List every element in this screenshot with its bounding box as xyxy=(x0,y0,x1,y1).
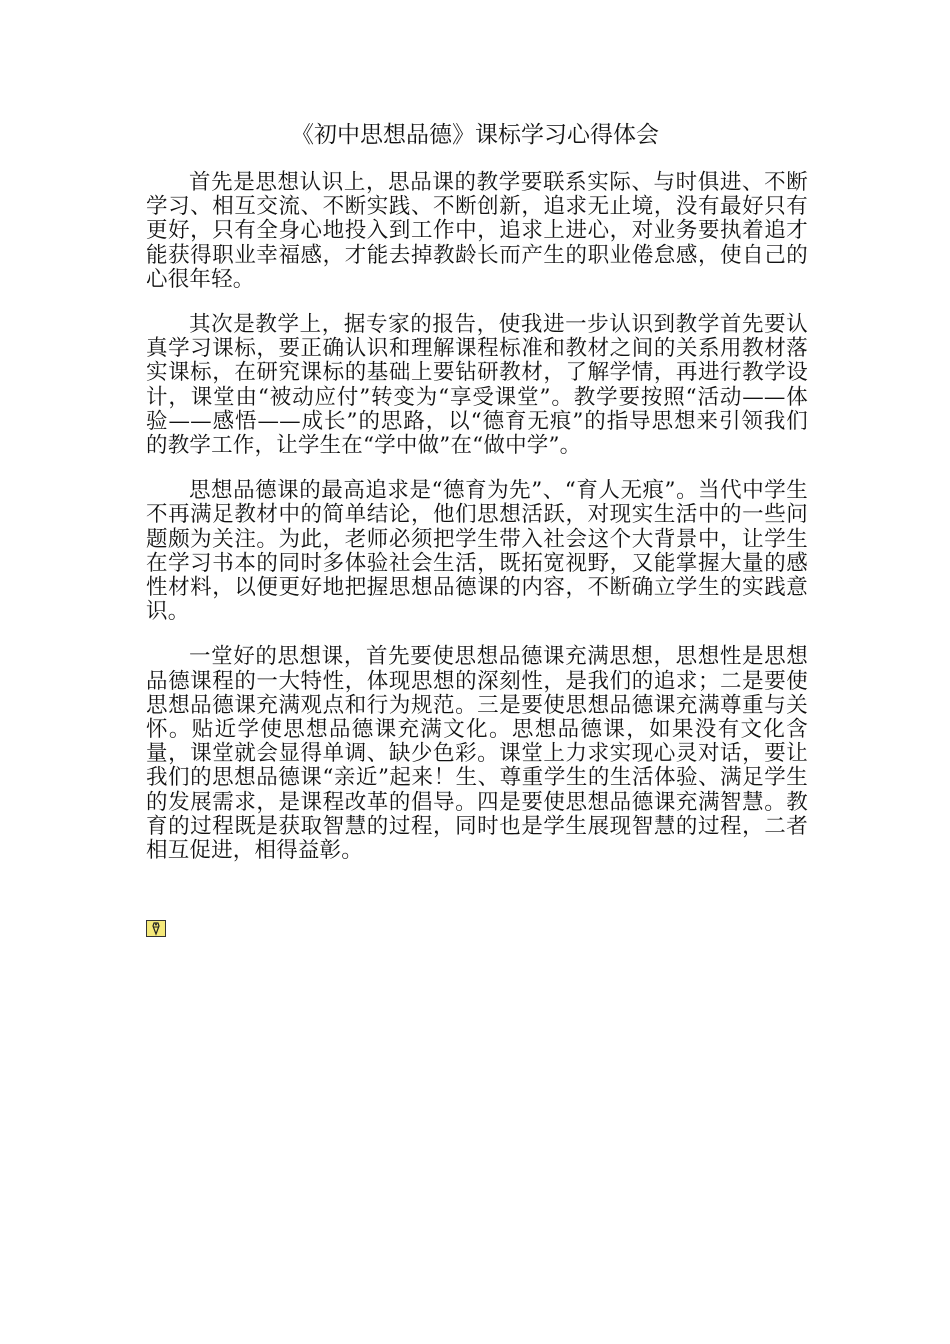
document-title: 《初中思想品德》课标学习心得体会 xyxy=(291,122,659,148)
paragraph-1: 首先是思想认识上，思品课的教学要联系实际、与时俱进、不断学习、相互交流、不断实践、不断创新，追求无止境，没有最好只有更好，只有全身心地投入到工作中，追求上进心，对业务要执着追才能获得职业幸福感，才能去掉教龄长而产生的职业倦怠感，使自己的心很年轻。 xyxy=(146,170,808,292)
paragraph-4: 一堂好的思想课，首先要使思想品德课充满思想，思想性是思想品德课程的一大特性，体现思想的深刻性，是我们的追求；二是要使思想品德课充满观点和行为规范。三是要使思想品德课充满尊重与关怀。贴近学使思想品德课充满文化。思想品德课，如果没有文化含量，课堂就会显得单调、缺少色彩。课堂上力求实现心灵对话，要让我们的思想品德课“亲近”起来！生、尊重学生的生活体验、满足学生的发展需求，是课程改革的倡导。四是要使思想品德课充满智慧。教育的过程既是获取智慧的过程，同时也是学生展现智慧的过程，二者相互促进，相得益彰。 xyxy=(146,644,808,864)
anchor-glyph-icon xyxy=(147,921,165,936)
paragraph-2: 其次是教学上，据专家的报告，使我进一步认识到教学首先要认真学习课标，要正确认识和理解课程标准和教材之间的关系用教材落实课标，在研究课标的基础上要钻研教材，了解学情，再进行教学设计，课堂由“被动应付”转变为“享受课堂”。教学要按照“活动——体验——感悟——成长”的思路，以“德育无痕”的指导思想来引领我们的教学工作，让学生在“学中做”在“做中学”。 xyxy=(146,312,808,459)
paragraph-3: 思想品德课的最高追求是“德育为先”、“育人无痕”。当代中学生不再满足教材中的简单结论，他们思想活跃，对现实生活中的一些问题颇为关注。为此，老师必须把学生带入社会这个大背景中，让学生在学习书本的同时多体验社会生活，既拓宽视野，又能掌握大量的感性材料，以便更好地把握思想品德课的内容，不断确立学生的实践意识。 xyxy=(146,478,808,625)
embedded-object-anchor-icon[interactable] xyxy=(146,920,166,937)
document-body xyxy=(146,171,808,884)
